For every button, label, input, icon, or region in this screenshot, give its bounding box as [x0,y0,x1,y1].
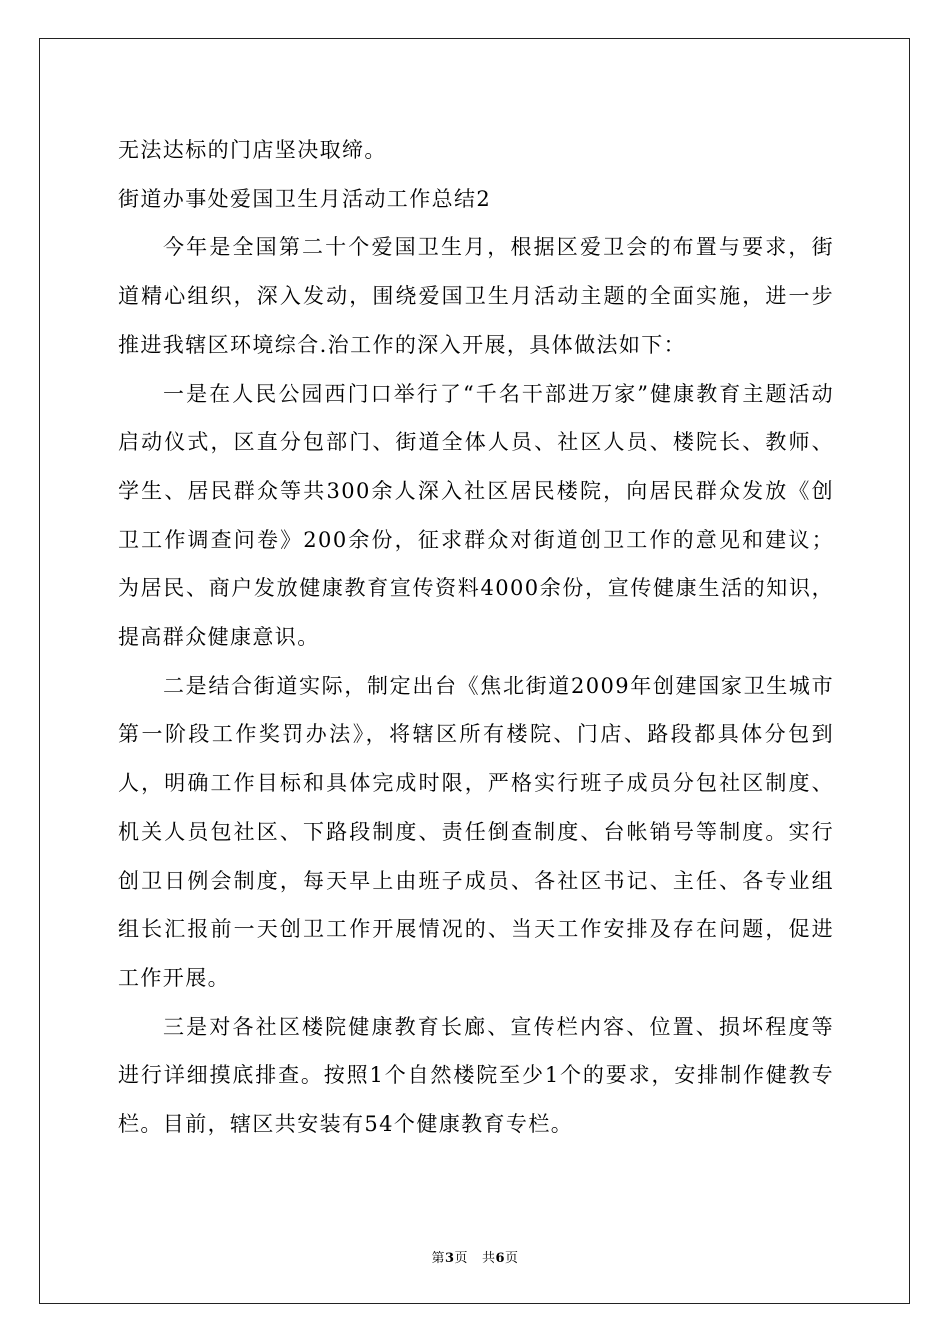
page-footer [0,1247,950,1266]
paragraph-item-2: 二是结合街道实际，制定出台《焦北街道2009年创建国家卫生城市第一阶段工作奖罚办法》，将辖区所有楼院、门店、路段都具体分包到人，明确工作目标和具体完成时限，严格实行班子成员分包社区制度、机关人员包社区、下路段制度、责任倒查制度、台帐销号等制度。实行创卫日例会制度，每天早上由班子成员、各社区书记、主任、各专业组组长汇报前一天创卫工作开展情况的、当天工作安排及存在问题，促进工作开展。 [118,673,834,990]
paragraph-item-1: 一是在人民公园西门口举行了“千名干部进万家”健康教育主题活动启动仪式，区直分包部门、街道全体人员、社区人员、楼院长、教师、学生、居民群众等共300余人深入社区居民楼院，向居民群众发放《创卫工作调查问卷》200余份，征求群众对街道创卫工作的意见和建议；为居民、商户发放健康教育宣传资料4000余份，宣传健康生活的知识，提高群众健康意识。 [118,381,834,650]
current-page-number: 3 [444,1251,455,1266]
paragraph-item-3: 三是对各社区楼院健康教育长廊、宣传栏内容、位置、损坏程度等进行详细摸底排查。按照1个自然楼院至少1个的要求，安排制作健教专栏。目前，辖区共安装有54个健康教育专栏。 [118,1014,834,1137]
section-heading: 街道办事处爱国卫生月活动工作总结2 [118,186,492,211]
total-unit: 页 [505,1251,519,1266]
paragraph-intro: 今年是全国第二十个爱国卫生月，根据区爱卫会的布置与要求，街道精心组织，深入发动，围绕爱国卫生月活动主题的全面实施，进一步推进我辖区环境综合.治工作的深入开展，具体做法如下： [118,235,834,357]
document-body [118,126,834,1149]
paragraph-1: 无法达标的门店坚决取缔。 [118,138,387,162]
page-prefix: 第 [431,1251,445,1266]
total-prefix: 共 [481,1251,496,1266]
page-unit: 页 [454,1251,469,1266]
total-page-number: 6 [495,1251,506,1266]
